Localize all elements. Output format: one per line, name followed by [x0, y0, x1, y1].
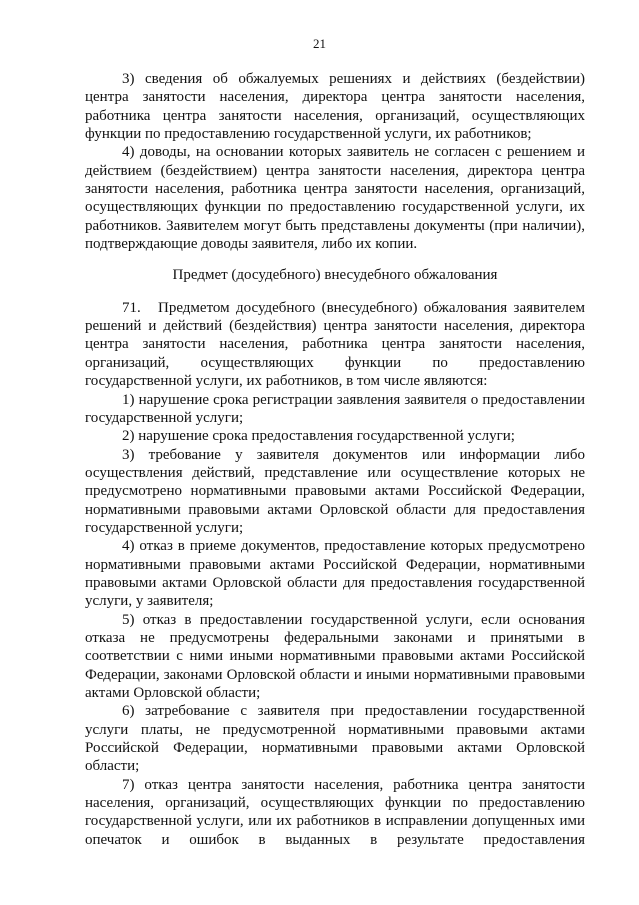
clause-71-text: Предметом досудебного (внесудебного) обжалования заявителем решений и действий (бездействия) центра занятости населения, директора центра занятости населения, работника центра занятости населения, организаций, осуществляющих функции по предоставлению государственной услуги, их работников, в том числе являются: [85, 299, 585, 390]
list-item-3: 3) требование у заявителя документов или информации либо осуществления действий, представление или осуществление которых не предусмотрено нормативными правовыми актами Российской Федерации, нормативными правовыми актами Орловской области для предоставления государственной услуги; [85, 446, 585, 536]
list-item-7: 7) отказ центра занятости населения, работника центра занятости населения, организаций, осуществляющих функции по предоставлению государственной услуги, или их работников в исправлении допущенных ими опечаток и ошибок в выданных в результате предоставления [85, 776, 585, 848]
section-heading: Предмет (досудебного) внесудебного обжалования [172, 267, 498, 284]
clause-71-number: 71. [122, 299, 141, 316]
page-number: 21 [313, 36, 326, 51]
paragraph-item-4: 4) доводы, на основании которых заявитель не согласен с решением и действием (бездействием) центра занятости населения, директора центра занятости населения, работника центра занятости населения, организаций, осуществляющих функции по предоставлению государственной услуги, их работников. Заявителем могут быть представлены документы (при наличии), подтверждающие доводы заявителя, либо их копии. [85, 144, 585, 253]
list-item-4: 4) отказ в приеме документов, предоставление которых предусмотрено нормативными правовыми актами Российской Федерации, нормативными правовыми актами Орловской области для предоставления государственной услуги, у заявителя; [85, 538, 585, 610]
list-item-5: 5) отказ в предоставлении государственной услуги, если основания отказа не предусмотрены федеральными законами и принятыми в соответствии с ними иными нормативными правовыми актами Российской Федерации, законами Орловской области и иными нормативными правовыми актами Орловской области; [85, 611, 585, 701]
document-body [85, 70, 585, 849]
list-item-2: 2) нарушение срока предоставления государственной услуги; [122, 428, 515, 445]
list-item-6: 6) затребование с заявителя при предоставлении государственной услуги платы, не предусмотренной нормативными правовыми актами Российской Федерации, нормативными правовыми актами Орловской области; [85, 703, 585, 775]
list-item-1: 1) нарушение срока регистрации заявления заявителя о предоставлении государственной услуги; [85, 391, 585, 426]
paragraph-item-3: 3) сведения об обжалуемых решениях и действиях (бездействии) центра занятости населения, директора центра занятости населения, работника центра занятости населения, организаций, осуществляющих функции по предоставлению государственной услуги, их работников; [85, 71, 585, 143]
clause-71 [85, 299, 585, 391]
